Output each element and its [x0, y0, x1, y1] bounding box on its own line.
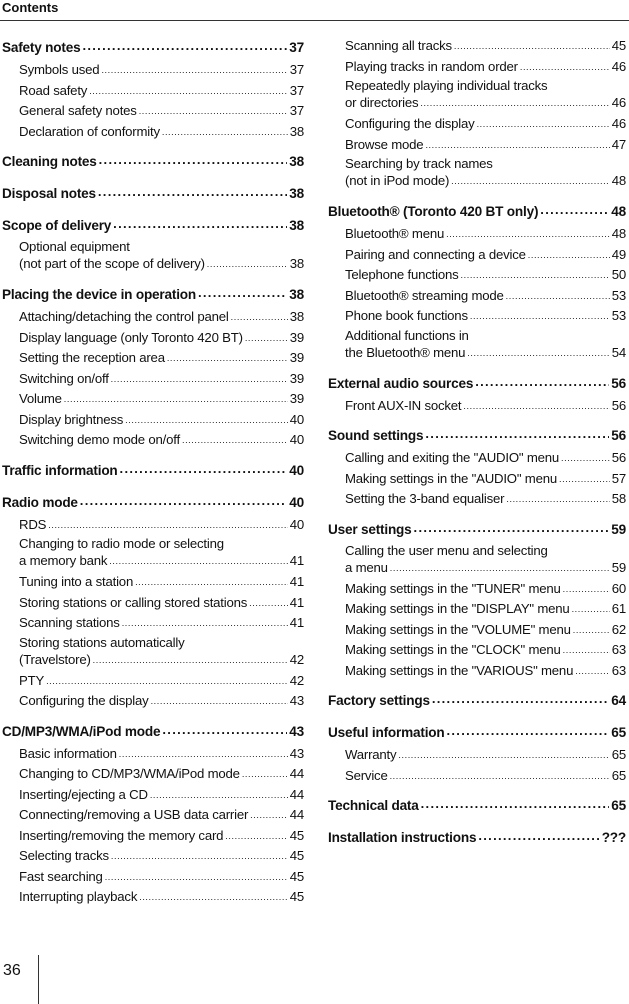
- dot-leader: [470, 312, 610, 321]
- toc-page-number: 59: [611, 521, 626, 537]
- toc-entry-title: Useful information: [328, 725, 445, 740]
- toc-section-entry[interactable]: [2, 150, 304, 174]
- toc-subsection-entry[interactable]: [2, 744, 304, 765]
- toc-page-number: 40: [289, 516, 304, 532]
- toc-section-entry[interactable]: [328, 826, 626, 850]
- dot-leader: [461, 271, 610, 280]
- dot-leader: [528, 251, 610, 260]
- toc-entry-title: Bluetooth® streaming mode: [345, 287, 504, 303]
- dot-leader: [231, 313, 288, 322]
- toc-entry-title: Storing stations automatically: [19, 634, 185, 650]
- toc-page-number: 45: [289, 868, 304, 884]
- toc-section-entry[interactable]: [328, 689, 626, 713]
- toc-page-number: 45: [289, 827, 304, 843]
- toc-entry-title: Phone book functions: [345, 308, 468, 323]
- toc-entry-title: Switching on/off: [19, 370, 109, 386]
- toc-page-number: 38: [289, 218, 304, 233]
- toc-page-number: 54: [611, 344, 626, 360]
- toc-page-number: 40: [289, 411, 304, 427]
- toc-entry-title: Configuring the display: [19, 693, 149, 708]
- toc-entry-title: Making settings in the "VOLUME" menu: [345, 621, 571, 637]
- toc-subsection-entry[interactable]: [2, 515, 304, 536]
- toc-subsection-entry[interactable]: [2, 887, 304, 908]
- toc-subsection-entry[interactable]: [328, 57, 626, 78]
- toc-subsection-entry[interactable]: [2, 785, 304, 806]
- toc-page-number: 46: [611, 58, 626, 74]
- dot-leader: [245, 334, 288, 343]
- dot-leader: [559, 475, 610, 484]
- toc-entry-title: Selecting tracks: [19, 848, 109, 863]
- dot-leader: [111, 852, 288, 861]
- dot-leader: [105, 873, 288, 882]
- dot-leader: [119, 750, 288, 759]
- toc-subsection-entry[interactable]: [2, 593, 304, 614]
- toc-subsection-entry[interactable]: [2, 389, 304, 410]
- toc-entry-title: Connecting/removing a USB data carrier: [19, 807, 249, 822]
- toc-subsection-entry[interactable]: [328, 579, 626, 600]
- dot-leader: [182, 436, 288, 445]
- toc-page-number: 43: [289, 723, 304, 739]
- toc-subsection-entry[interactable]: [2, 846, 304, 867]
- toc-section-entry[interactable]: [2, 283, 304, 307]
- toc-page-number: 43: [289, 693, 304, 708]
- toc-page-number: 49: [611, 246, 626, 262]
- dot-leader: [139, 893, 287, 902]
- toc-subsection-entry[interactable]: [2, 613, 304, 634]
- toc-entry-title: Traffic information: [2, 462, 118, 478]
- toc-subsection-entry[interactable]: [2, 369, 304, 390]
- dot-leader: [120, 462, 288, 475]
- toc-subsection-entry[interactable]: [328, 245, 626, 266]
- page-header: [0, 0, 629, 21]
- toc-entry-title: a menu: [345, 559, 388, 575]
- toc-entry-title: Inserting/removing the memory card: [19, 827, 224, 843]
- toc-page-number: 42: [289, 672, 304, 688]
- dot-leader: [446, 724, 609, 737]
- toc-page-number: 37: [289, 40, 304, 55]
- dot-leader: [425, 427, 609, 440]
- dot-leader: [463, 402, 609, 411]
- dot-leader: [420, 99, 609, 108]
- toc-entry-title: PTY: [19, 672, 45, 688]
- dot-leader: [425, 141, 609, 150]
- toc-left-column: [2, 36, 304, 908]
- toc-page-number: 45: [289, 848, 304, 863]
- toc-subsection-entry[interactable]: [2, 535, 304, 572]
- toc-subsection-entry[interactable]: [328, 265, 626, 286]
- dot-leader: [475, 375, 609, 388]
- toc-page-number: 56: [611, 375, 626, 391]
- toc-page-number: 40: [289, 432, 304, 447]
- dot-leader: [451, 177, 610, 186]
- toc-entry-title: Optional equipment: [19, 239, 130, 254]
- toc-page-number: 65: [611, 747, 626, 762]
- dot-leader: [48, 521, 287, 530]
- toc-subsection-entry[interactable]: [328, 469, 626, 490]
- toc-subsection-entry[interactable]: [2, 101, 304, 122]
- toc-entry-title: Scope of delivery: [2, 218, 112, 233]
- toc-page-number: 38: [289, 309, 304, 324]
- toc-page-number: 38: [289, 154, 304, 169]
- toc-subsection-entry[interactable]: [2, 805, 304, 826]
- toc-section-entry[interactable]: [2, 182, 304, 206]
- dot-leader: [101, 66, 287, 75]
- dot-leader: [242, 770, 288, 779]
- toc-page-number: 44: [289, 766, 304, 781]
- page-number-divider: [38, 955, 39, 1004]
- dot-leader: [432, 692, 609, 705]
- dot-leader: [225, 832, 287, 841]
- toc-page-number: 41: [289, 615, 304, 630]
- toc-page-number: 45: [611, 38, 626, 53]
- toc-entry-title: Placing the device in operation: [2, 287, 196, 302]
- toc-subsection-entry[interactable]: [328, 620, 626, 641]
- toc-entry-title: External audio sources: [328, 375, 474, 391]
- toc-section-entry[interactable]: [2, 36, 304, 60]
- toc-entry-title: Declaration of conformity: [19, 123, 160, 139]
- toc-entry-title: Calling the user menu and selecting: [345, 542, 548, 558]
- toc-entry-title: a memory bank: [19, 553, 108, 568]
- toc-entry-title: Road safety: [19, 82, 88, 98]
- toc-subsection-entry[interactable]: [328, 396, 626, 417]
- dot-leader: [98, 185, 287, 198]
- toc-entry-title: Pairing and connecting a device: [345, 246, 526, 262]
- toc-section-entry[interactable]: [328, 424, 626, 448]
- toc-subsection-entry[interactable]: [2, 122, 304, 143]
- toc-page-number: 65: [611, 767, 626, 783]
- toc-subsection-entry[interactable]: [328, 77, 626, 114]
- toc-entry-title: the Bluetooth® menu: [345, 344, 466, 360]
- toc-entry-title: User settings: [328, 521, 412, 537]
- page-title: Contents: [2, 0, 59, 15]
- toc-entry-title: Display language (only Toronto 420 BT): [19, 329, 243, 345]
- toc-page-number: 60: [611, 580, 626, 596]
- toc-entry-title: Setting the reception area: [19, 350, 165, 365]
- toc-page-number: 63: [611, 642, 626, 657]
- dot-leader: [506, 495, 609, 504]
- toc-page-number: 57: [611, 470, 626, 486]
- toc-section-entry[interactable]: [2, 720, 304, 744]
- dot-leader: [113, 217, 287, 230]
- toc-entry-title: General safety notes: [19, 103, 137, 118]
- toc-page-number: 47: [611, 136, 626, 152]
- toc-page-number: 40: [289, 494, 304, 510]
- toc-entry-title: Front AUX-IN socket: [345, 397, 462, 413]
- toc-page-number: ???: [601, 830, 626, 845]
- toc-entry-title: Fast searching: [19, 868, 103, 884]
- toc-entry-title: Making settings in the "CLOCK" menu: [345, 642, 561, 657]
- dot-leader: [572, 605, 610, 614]
- dot-leader: [250, 811, 288, 820]
- dot-leader: [150, 791, 288, 800]
- toc-entry-title: Changing to radio mode or selecting: [19, 536, 224, 551]
- toc-page-number: 38: [289, 186, 304, 201]
- dot-leader: [125, 416, 288, 425]
- toc-subsection-entry[interactable]: [328, 155, 626, 192]
- toc-page-number: 46: [611, 116, 626, 131]
- dot-leader: [390, 772, 610, 781]
- dot-leader: [506, 292, 610, 301]
- toc-entry-title: Browse mode: [345, 136, 424, 152]
- toc-page-number: 46: [611, 95, 626, 110]
- dot-leader: [135, 578, 288, 587]
- toc-page-number: 59: [611, 559, 626, 575]
- dot-leader: [467, 349, 609, 358]
- toc-entry-title: Storing stations or calling stored stations: [19, 594, 248, 610]
- toc-entry-title: (Travelstore): [19, 651, 91, 667]
- toc-entry-title: CD/MP3/WMA/iPod mode: [2, 723, 161, 739]
- toc-page-number: 56: [611, 450, 626, 465]
- toc-subsection-entry[interactable]: [328, 489, 626, 510]
- toc-subsection-entry[interactable]: [328, 661, 626, 682]
- toc-section-entry[interactable]: [2, 214, 304, 238]
- toc-entry-title: Radio mode: [2, 494, 78, 510]
- dot-leader: [478, 829, 599, 842]
- toc-entry-title: (not in iPod mode): [345, 173, 450, 188]
- dot-leader: [167, 354, 288, 363]
- toc-entry-title: Setting the 3-band equaliser: [345, 491, 505, 506]
- toc-subsection-entry[interactable]: [2, 328, 304, 349]
- toc-subsection-entry[interactable]: [328, 36, 626, 57]
- toc-page-number: 38: [289, 123, 304, 139]
- toc-entry-title: Changing to CD/MP3/WMA/iPod mode: [19, 766, 240, 781]
- toc-subsection-entry[interactable]: [2, 764, 304, 785]
- toc-page-number: 42: [289, 651, 304, 667]
- toc-subsection-entry[interactable]: [2, 81, 304, 102]
- toc-subsection-entry[interactable]: [328, 542, 626, 579]
- dot-leader: [520, 63, 610, 72]
- dot-leader: [398, 751, 609, 760]
- toc-section-entry[interactable]: [328, 372, 626, 396]
- toc-subsection-entry[interactable]: [2, 410, 304, 431]
- toc-entry-title: Display brightness: [19, 411, 124, 427]
- dot-leader: [563, 646, 610, 655]
- toc-page-number: 40: [289, 462, 304, 478]
- dot-leader: [89, 87, 288, 96]
- dot-leader: [64, 395, 288, 404]
- toc-page-number: 37: [289, 103, 304, 118]
- toc-page-number: 38: [289, 287, 304, 302]
- toc-subsection-entry[interactable]: [328, 135, 626, 156]
- toc-entry-title: Scanning all tracks: [345, 38, 452, 53]
- toc-entry-title: Basic information: [19, 745, 117, 761]
- dot-leader: [111, 375, 288, 384]
- toc-entry-title: Scanning stations: [19, 615, 120, 630]
- toc-page-number: 61: [611, 601, 626, 616]
- dot-leader: [563, 585, 610, 594]
- toc-entry-title: Making settings in the "VARIOUS" menu: [345, 662, 574, 678]
- toc-subsection-entry[interactable]: [328, 286, 626, 307]
- toc-page-number: 41: [289, 594, 304, 610]
- toc-section-entry[interactable]: [328, 721, 626, 745]
- toc-entry-title: or directories: [345, 95, 419, 110]
- toc-entry-title: Playing tracks in random order: [345, 58, 518, 74]
- toc-entry-title: Switching demo mode on/off: [19, 432, 180, 447]
- toc-subsection-entry[interactable]: [328, 114, 626, 135]
- toc-page-number: 39: [289, 370, 304, 386]
- toc-entry-title: Calling and exiting the "AUDIO" menu: [345, 450, 560, 465]
- dot-leader: [454, 42, 610, 51]
- toc-subsection-entry[interactable]: [328, 766, 626, 787]
- toc-page-number: 48: [611, 173, 626, 188]
- dot-leader: [414, 521, 610, 534]
- dot-leader: [162, 723, 287, 736]
- dot-leader: [99, 153, 288, 166]
- toc-page-number: 64: [611, 693, 626, 708]
- toc-page-number: 39: [289, 329, 304, 345]
- toc-subsection-entry[interactable]: [328, 745, 626, 766]
- dot-leader: [249, 599, 288, 608]
- dot-leader: [151, 697, 288, 706]
- dot-leader: [446, 230, 610, 239]
- toc-page-number: 48: [611, 226, 626, 241]
- toc-subsection-entry[interactable]: [2, 348, 304, 369]
- toc-entry-title: Telephone functions: [345, 267, 459, 282]
- dot-leader: [561, 454, 610, 463]
- toc-subsection-entry[interactable]: [2, 60, 304, 81]
- toc-subsection-entry[interactable]: [328, 306, 626, 327]
- toc-page-number: 37: [289, 62, 304, 77]
- toc-entry-title: Additional functions in: [345, 327, 469, 343]
- toc-entry-title: Configuring the display: [345, 116, 475, 131]
- toc-entry-title: Sound settings: [328, 428, 424, 443]
- toc-page-number: 50: [611, 267, 626, 282]
- dot-leader: [198, 286, 287, 299]
- dot-leader: [477, 120, 610, 129]
- toc-subsection-entry[interactable]: [2, 826, 304, 847]
- toc-page-number: 45: [289, 889, 304, 904]
- toc-section-entry[interactable]: [2, 459, 304, 483]
- toc-page-number: 63: [611, 662, 626, 678]
- toc-entry-title: Installation instructions: [328, 830, 477, 845]
- dot-leader: [573, 626, 610, 635]
- toc-entry-title: Making settings in the "TUNER" menu: [345, 580, 561, 596]
- toc-page-number: 56: [611, 397, 626, 413]
- toc-subsection-entry[interactable]: [328, 327, 626, 364]
- toc-section-entry[interactable]: [328, 518, 626, 542]
- dot-leader: [46, 677, 288, 686]
- dot-leader: [139, 107, 288, 116]
- toc-page-number: 41: [289, 553, 304, 568]
- toc-subsection-entry[interactable]: [2, 691, 304, 712]
- toc-section-entry[interactable]: [328, 200, 626, 224]
- toc-entry-title: Making settings in the "DISPLAY" menu: [345, 601, 570, 616]
- toc-page-number: 65: [611, 798, 626, 813]
- toc-subsection-entry[interactable]: [328, 224, 626, 245]
- dot-leader: [207, 260, 288, 269]
- toc-page-number: 37: [289, 82, 304, 98]
- toc-subsection-entry[interactable]: [2, 634, 304, 671]
- toc-entry-title: Volume: [19, 391, 62, 406]
- toc-page-number: 39: [289, 391, 304, 406]
- dot-leader: [82, 39, 287, 52]
- page-number: 36: [3, 962, 21, 979]
- dot-leader: [575, 667, 610, 676]
- toc-subsection-entry[interactable]: [2, 572, 304, 593]
- toc-right-column: [328, 36, 626, 850]
- toc-page-number: 41: [289, 574, 304, 589]
- toc-page-number: 65: [611, 725, 626, 740]
- toc-page-number: 53: [611, 287, 626, 303]
- toc-page-number: 44: [289, 786, 304, 802]
- toc-subsection-entry[interactable]: [2, 430, 304, 451]
- toc-subsection-entry[interactable]: [2, 867, 304, 888]
- toc-page-number: 44: [289, 807, 304, 822]
- dot-leader: [540, 203, 609, 216]
- toc-entry-title: Service: [345, 767, 388, 783]
- toc-entry-title: Bluetooth® menu: [345, 226, 445, 241]
- toc-entry-title: Technical data: [328, 798, 419, 813]
- toc-entry-title: Cleaning notes: [2, 154, 97, 169]
- toc-subsection-entry[interactable]: [2, 671, 304, 692]
- toc-entry-title: Repeatedly playing individual tracks: [345, 78, 548, 93]
- dot-leader: [122, 619, 288, 628]
- toc-entry-title: Inserting/ejecting a CD: [19, 786, 148, 802]
- toc-page-number: 43: [289, 745, 304, 761]
- toc-entry-title: Tuning into a station: [19, 574, 134, 589]
- toc-subsection-entry[interactable]: [2, 238, 304, 275]
- toc-entry-title: Bluetooth® (Toronto 420 BT only): [328, 204, 539, 219]
- toc-page-number: 53: [611, 308, 626, 323]
- toc-page-number: 48: [611, 204, 626, 219]
- toc-subsection-entry[interactable]: [328, 599, 626, 620]
- toc-entry-title: (not part of the scope of delivery): [19, 256, 205, 271]
- dot-leader: [421, 797, 610, 810]
- toc-entry-title: Safety notes: [2, 40, 81, 55]
- toc-subsection-entry[interactable]: [328, 448, 626, 469]
- toc-entry-title: Symbols used: [19, 62, 100, 77]
- dot-leader: [109, 557, 287, 566]
- toc-subsection-entry[interactable]: [2, 307, 304, 328]
- toc-page-number: 58: [611, 491, 626, 506]
- toc-entry-title: Searching by track names: [345, 156, 493, 171]
- toc-page-number: 62: [611, 621, 626, 637]
- toc-entry-title: Attaching/detaching the control panel: [19, 309, 229, 324]
- toc-page-number: 56: [611, 428, 626, 443]
- dot-leader: [80, 494, 287, 507]
- dot-leader: [162, 128, 288, 137]
- toc-entry-title: Making settings in the "AUDIO" menu: [345, 470, 557, 486]
- toc-page-number: 39: [289, 350, 304, 365]
- toc-entry-title: Interrupting playback: [19, 889, 138, 904]
- toc-entry-title: Warranty: [345, 747, 397, 762]
- toc-subsection-entry[interactable]: [328, 640, 626, 661]
- toc-section-entry[interactable]: [2, 491, 304, 515]
- dot-leader: [390, 564, 610, 573]
- toc-section-entry[interactable]: [328, 794, 626, 818]
- toc-entry-title: Factory settings: [328, 693, 430, 708]
- toc-page-number: 38: [289, 256, 304, 271]
- dot-leader: [93, 656, 288, 665]
- toc-entry-title: Disposal notes: [2, 186, 96, 201]
- toc-entry-title: RDS: [19, 516, 47, 532]
